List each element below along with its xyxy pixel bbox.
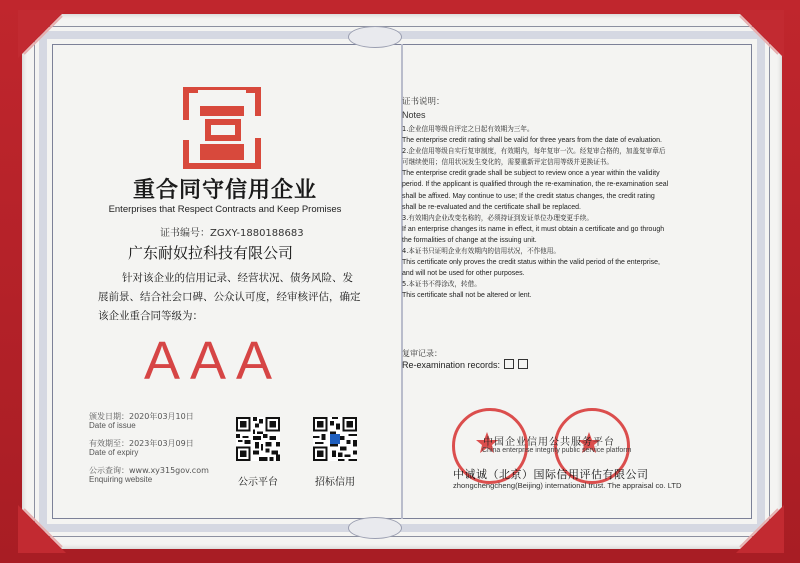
certification-statement: 针对该企业的信用记录、经营状况、债务风险、发展前景、结合社会口碑、公众认可度，经审核评估，确定该企业重合同等级为： (98, 272, 361, 322)
expiry-date: 2023年03月09日 (129, 439, 194, 448)
enquiry-block (89, 466, 209, 484)
credit-seal-logo (178, 86, 266, 170)
qr-label-public-platform: 公示平台 (238, 477, 278, 488)
note-item-en: This certificate shall not be altered or lent. (402, 292, 532, 300)
issue-date-block (89, 412, 194, 430)
note-item-cn: 3.有效期内企业改变名称的，必须持证到发证单位办理变更手续。 (402, 213, 593, 222)
issue-label-en: Date of issue (89, 421, 136, 430)
note-item-en: The enterprise credit rating shall be valid for three years from the date of evaluation. (402, 137, 662, 145)
notes-title: 证书说明： (402, 97, 445, 107)
corner-ribbon-icon (736, 505, 784, 553)
note-item-en: If an enterprise changes its name in effect, it must obtain a certificate and go through the formalities of change at the issuing unit. (402, 225, 665, 244)
platform-name: 中国企业信用公共服务平台 (483, 437, 615, 448)
notes-list (402, 124, 670, 302)
note-item-cn: 1.企业信用等级自评定之日起有效期为三年。 (402, 125, 534, 133)
checkbox-icon (504, 359, 514, 369)
note-item-cn: 2.企业信用等级自实行复审制度，有效期内，每年复审一次。经复审合格的，加盖复审章后可继续使用；信用状况发生变化的，需要重新评定信用等级并更换证书。 (402, 147, 666, 167)
certificate-subtitle: Enterprises that Respect Contracts and Keep Promises (108, 204, 342, 215)
cert-number-label: 证书编号： (160, 228, 210, 239)
enquiry-label-en: Enquiring website (89, 475, 153, 484)
expiry-label: 有效期至： (89, 439, 129, 448)
expiry-label-en: Date of expiry (89, 448, 139, 457)
platform-name-en: China enterprise integrity public service platform (482, 447, 632, 454)
certificate-number (160, 224, 304, 239)
cert-number-value: ZGXY-1880188683 (210, 228, 304, 239)
issue-label: 颁发日期： (89, 412, 129, 421)
enquiry-url: www.xy315gov.com (129, 466, 209, 475)
certificate-title: 重合同守信用企业 (132, 178, 317, 203)
qr-label-bidding-credit: 招标信用 (315, 477, 355, 488)
bottom-medallion-ornament (348, 517, 402, 539)
credit-grade: AAA (144, 331, 283, 391)
issuer-name: 中诚诚（北京）国际信用评估有限公司 (453, 468, 649, 481)
expiry-date-block (89, 439, 194, 457)
corner-ribbon-icon (18, 10, 66, 58)
reexam-label-en (402, 359, 528, 370)
corner-ribbon-icon (736, 10, 784, 58)
checkbox-icon (518, 359, 528, 369)
issue-date: 2020年03月10日 (129, 412, 194, 421)
note-item-en: This certificate only proves the credit status within the valid period of the enterprise, and will not be used for other purposes. (402, 259, 660, 278)
corner-ribbon-icon (18, 505, 66, 553)
note-item-en: The enterprise credit grade shall be subject to review once a year within the validity period. If the applicant is qualified through the re-examination, the re-examination seal shall be affixed. May continue to use; If the credit status changes, the credit rating shall be re-evaluated and the certificate shall be replaced. (402, 170, 669, 211)
note-item-cn: 5.本证书不得涂改，转借。 (402, 280, 481, 289)
company-name: 广东耐奴拉科技有限公司 (128, 244, 294, 262)
enquiry-label: 公示查询： (89, 466, 129, 475)
qr-code-icon (236, 417, 280, 461)
qr-code-icon (313, 417, 357, 461)
issuer-name-en: zhongchengcheng(Beijing) international trust. The appraisal co. LTD (453, 481, 682, 490)
reexam-label-en-text: Re-examination records: (402, 360, 501, 370)
note-item-cn: 4.本证书只证明企业有效期内的信用状况，不作他用。 (402, 247, 560, 256)
reexam-label: 复审记录： (402, 349, 442, 358)
top-medallion-ornament (348, 26, 402, 48)
notes-title-en: Notes (402, 110, 426, 120)
